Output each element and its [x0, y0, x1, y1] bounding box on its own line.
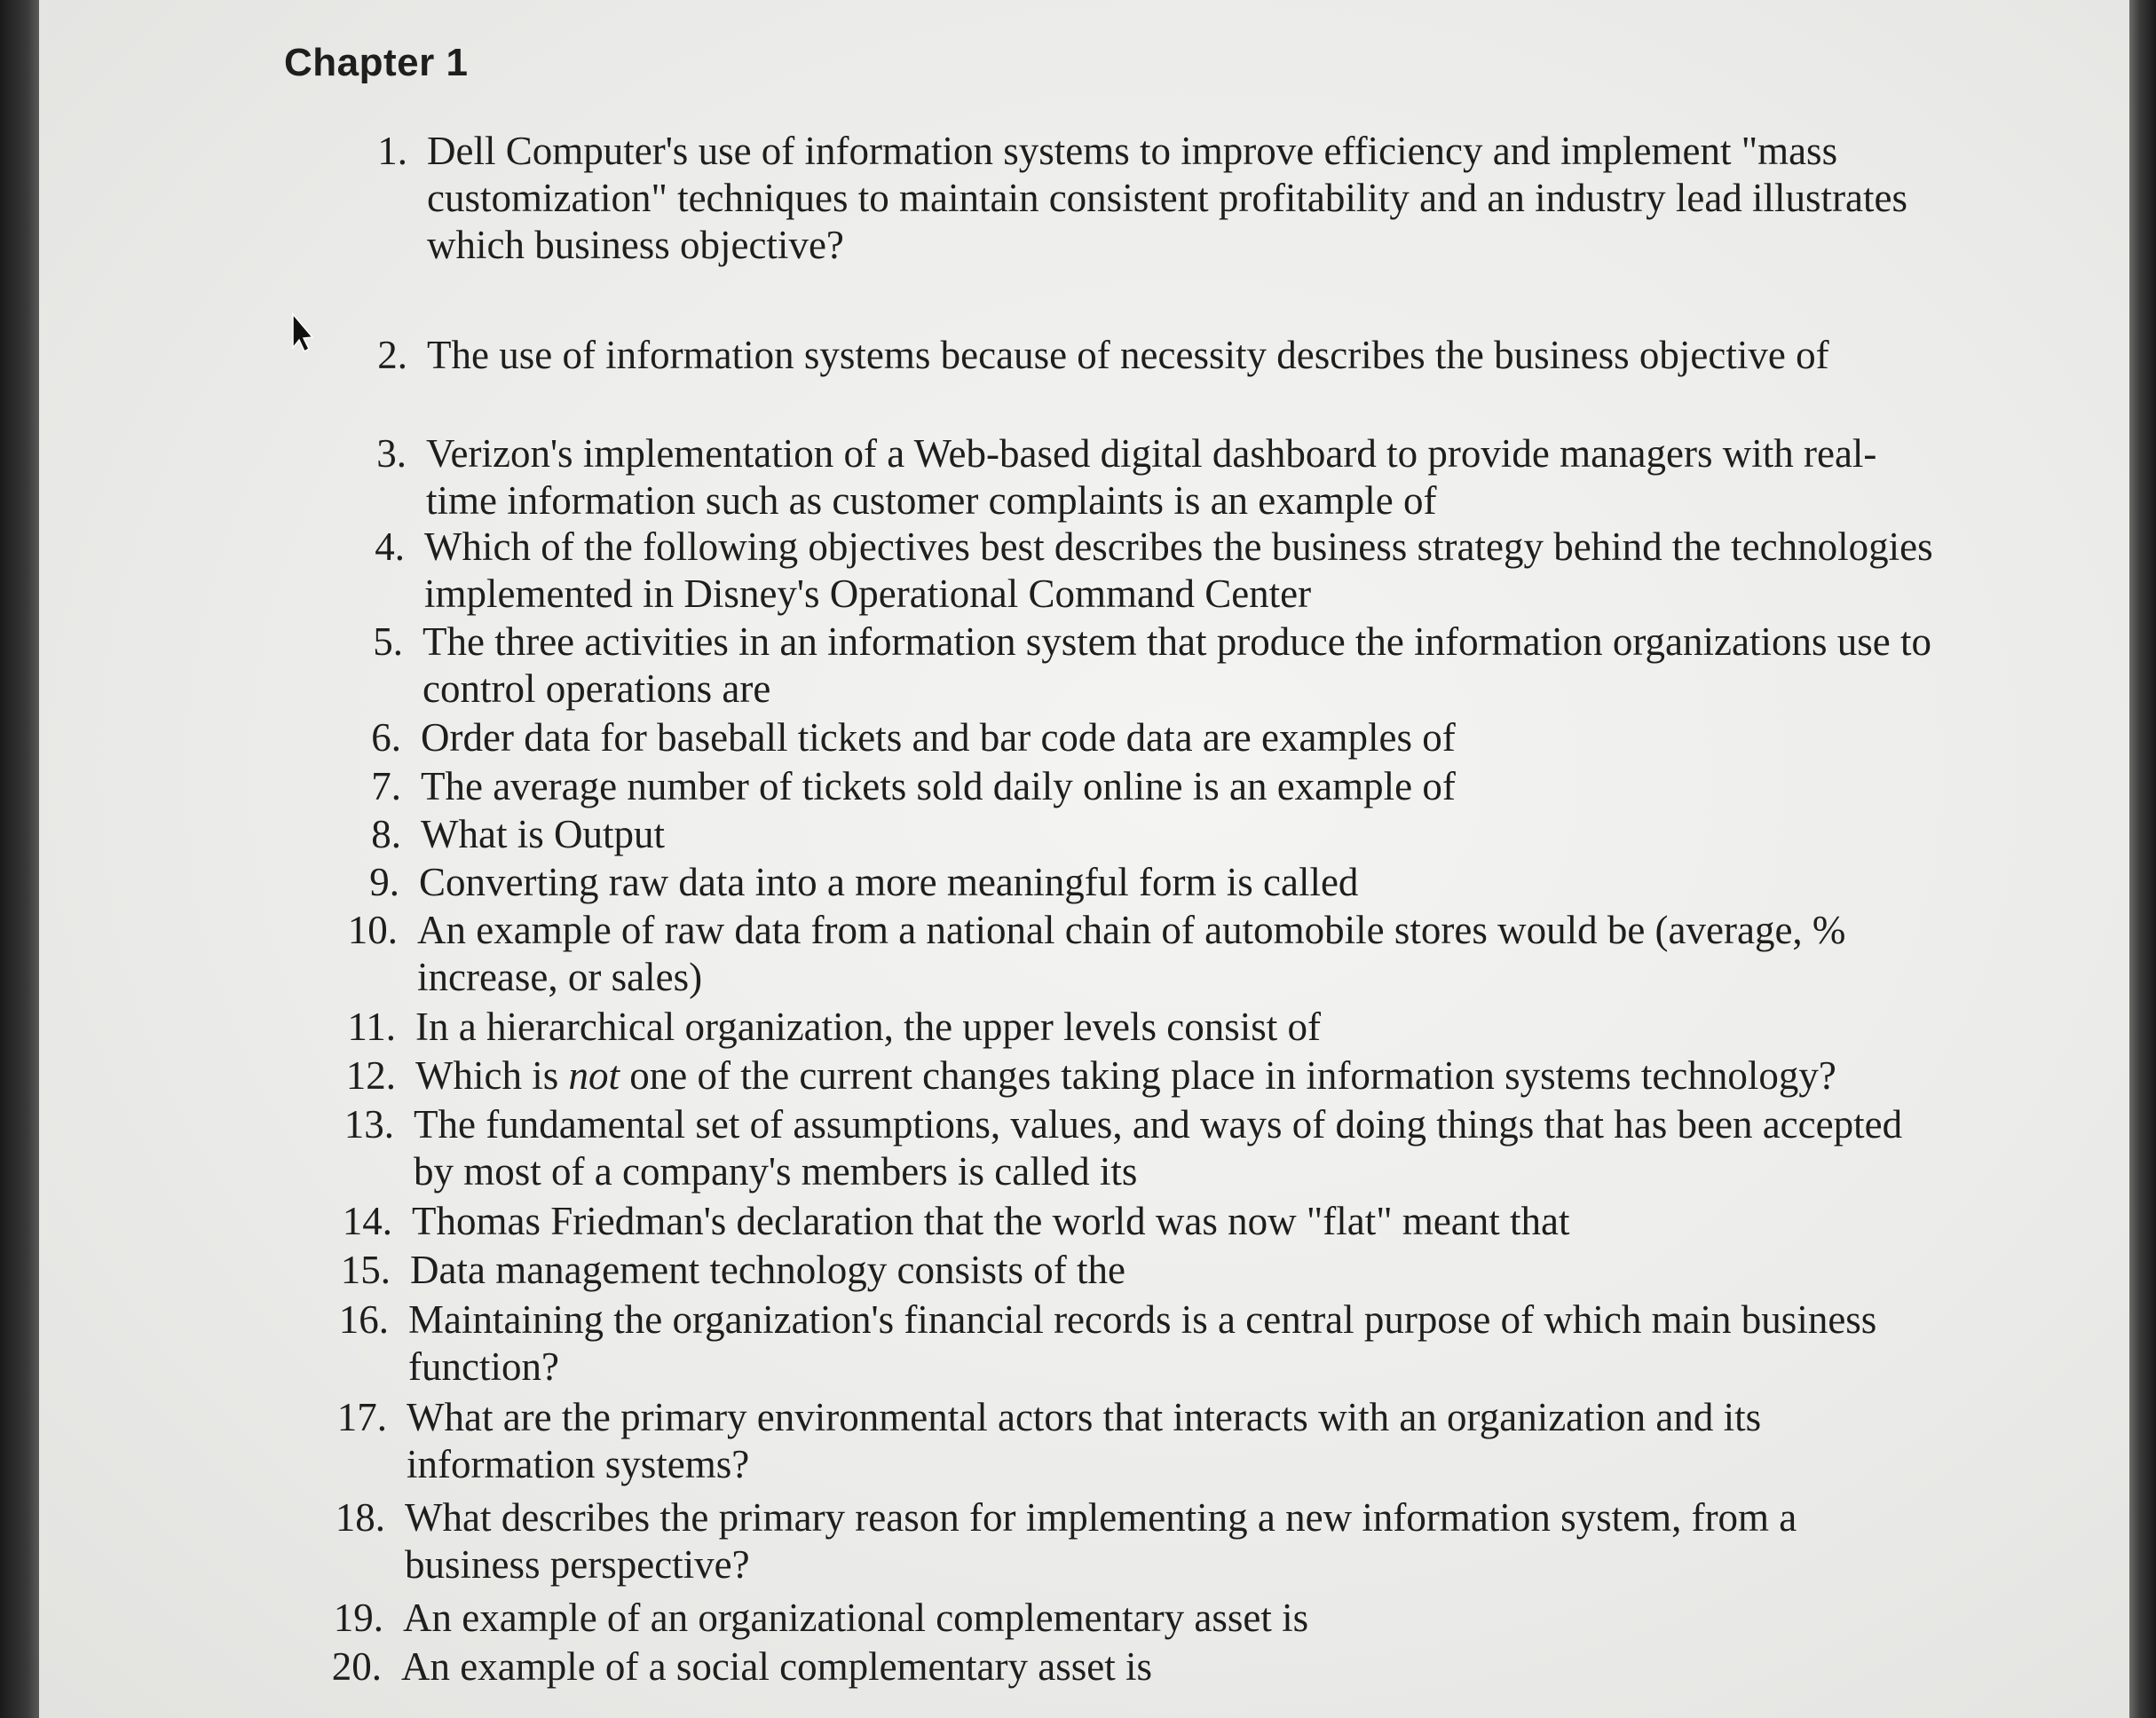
question-number: 20.	[331, 1644, 382, 1689]
question-text-line	[415, 1052, 1836, 1099]
question-text-line: Maintaining the organization's financial records is a central purpose of which main business	[408, 1297, 1877, 1342]
question-number: 13.	[344, 1102, 394, 1147]
question-17	[336, 1394, 1762, 1488]
question-text-line: Which of the following objectives best describes the business strategy behind the technologies	[424, 524, 1933, 569]
question-text-line: Verizon's implementation of a Web-based digital dashboard to provide managers with real-	[426, 431, 1877, 476]
question-text-line: Order data for baseball tickets and bar code data are examples of	[421, 715, 1456, 760]
question-text-pre: Which is	[415, 1053, 569, 1098]
question-text-line: business perspective?	[405, 1542, 750, 1587]
question-19	[333, 1595, 1309, 1642]
question-text-line: The average number of tickets sold daily online is an example of	[421, 764, 1456, 808]
question-16	[338, 1296, 1877, 1391]
question-number: 10.	[347, 908, 398, 952]
question-13	[344, 1101, 1903, 1195]
question-number: 8.	[371, 812, 401, 856]
question-9	[369, 859, 1359, 906]
question-1	[377, 128, 1908, 269]
question-number: 15.	[340, 1248, 391, 1292]
question-3	[376, 430, 1877, 524]
monitor-bezel-right	[2129, 0, 2156, 1718]
document-page	[39, 0, 2129, 1718]
question-number: 3.	[376, 431, 407, 476]
question-text-emphasis: not	[568, 1053, 620, 1098]
question-text-line: implemented in Disney's Operational Command Center	[424, 571, 1312, 616]
question-4	[375, 524, 1933, 618]
question-20	[331, 1643, 1152, 1690]
question-text-line: customization" techniques to maintain consistent profitability and an industry lead illustrates	[427, 176, 1908, 220]
question-number: 14.	[342, 1199, 392, 1243]
question-15	[340, 1247, 1126, 1294]
question-text-line: Dell Computer's use of information systems to improve efficiency and implement "mass	[427, 129, 1838, 173]
question-number: 5.	[373, 619, 403, 664]
question-number: 9.	[369, 860, 399, 904]
chapter-title: Chapter 1	[284, 41, 469, 84]
question-10	[347, 907, 1846, 1001]
question-number: 16.	[338, 1297, 389, 1342]
question-text-line: The fundamental set of assumptions, values, and ways of doing things that has been accepted	[414, 1102, 1903, 1147]
question-number: 6.	[371, 715, 401, 760]
question-8	[371, 811, 665, 858]
question-text-line: The three activities in an information system that produce the information organizations use to	[423, 619, 1931, 664]
question-number: 18.	[335, 1495, 385, 1540]
question-text-post: one of the current changes taking place in information systems technology?	[619, 1053, 1836, 1098]
question-number: 12.	[345, 1053, 396, 1098]
question-number: 1.	[377, 129, 407, 173]
question-2	[377, 332, 1829, 379]
question-number: 4.	[375, 524, 405, 569]
question-number: 11.	[347, 1005, 396, 1049]
question-text-line: control operations are	[423, 666, 771, 711]
question-text-line: What are the primary environmental actors that interacts with an organization and its	[407, 1395, 1762, 1439]
question-text-line: time information such as customer complaints is an example of	[426, 478, 1437, 523]
question-text-line: which business objective?	[427, 223, 844, 267]
question-14	[342, 1198, 1570, 1245]
question-12	[345, 1052, 1836, 1099]
question-18	[335, 1494, 1797, 1588]
question-text-line: What describes the primary reason for implementing a new information system, from a	[405, 1495, 1797, 1540]
question-5	[373, 619, 1931, 713]
question-text-line: increase, or sales)	[417, 955, 703, 999]
question-number: 19.	[333, 1596, 383, 1640]
monitor-bezel-left	[0, 0, 39, 1718]
question-number: 2.	[377, 333, 407, 377]
question-text-line: by most of a company's members is called its	[414, 1149, 1138, 1194]
question-text-line: What is Output	[421, 812, 665, 856]
question-7	[371, 763, 1456, 810]
question-text-line: In a hierarchical organization, the upper levels consist of	[415, 1005, 1322, 1049]
question-11	[347, 1004, 1322, 1051]
question-text-line: function?	[408, 1344, 559, 1389]
question-number: 7.	[371, 764, 401, 808]
question-text-line: The use of information systems because of necessity describes the business objective of	[427, 333, 1829, 377]
question-text-line: An example of a social complementary asset is	[401, 1644, 1152, 1689]
question-text-line: Thomas Friedman's declaration that the world was now "flat" meant that	[412, 1199, 1570, 1243]
question-text-line: Data management technology consists of the	[410, 1248, 1126, 1292]
question-number: 17.	[336, 1395, 387, 1439]
question-text-line: An example of an organizational complementary asset is	[403, 1596, 1309, 1640]
question-6	[371, 714, 1456, 761]
mouse-cursor-icon	[282, 312, 314, 353]
question-text-line: information systems?	[407, 1442, 750, 1486]
question-text-line: Converting raw data into a more meaningful form is called	[419, 860, 1359, 904]
question-text-line: An example of raw data from a national chain of automobile stores would be (average, %	[417, 908, 1846, 952]
